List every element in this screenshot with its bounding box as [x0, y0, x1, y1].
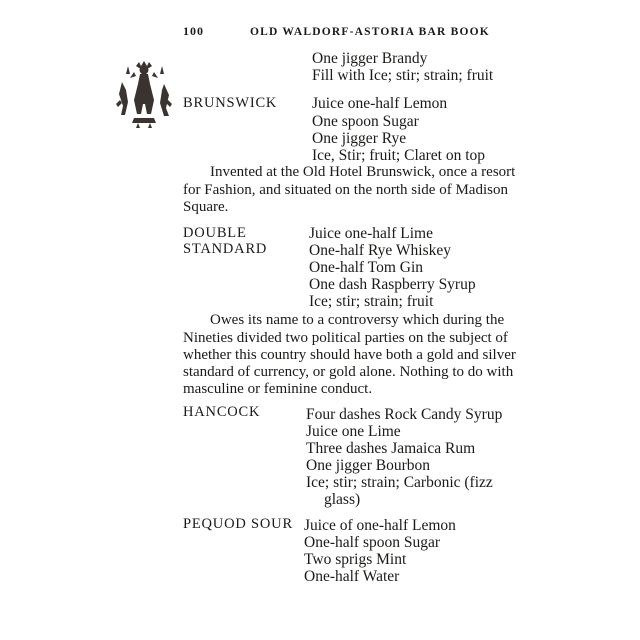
ingredient-line: One jigger Rye	[312, 130, 407, 147]
continued-line: Fill with Ice; stir; strain; fruit	[312, 67, 494, 84]
ingredient-line: One-half Rye Whiskey	[309, 242, 451, 259]
ingredient-line: Juice of one-half Lemon	[304, 517, 456, 534]
ingredient-line: One dash Raspberry Syrup	[309, 276, 476, 293]
ingredient-line: One spoon Sugar	[312, 113, 419, 130]
ingredient-line: One jigger Bourbon	[306, 457, 430, 474]
recipe-name-hancock: HANCOCK	[183, 404, 261, 420]
ingredient-line: glass)	[324, 491, 361, 508]
ingredient-line: Juice one-half Lemon	[312, 95, 448, 112]
recipe-name-double-standard: DOUBLE	[183, 225, 247, 241]
page-number: 100	[183, 24, 204, 38]
ingredient-line: Two sprigs Mint	[304, 551, 407, 568]
ingredient-line: Juice one-half Lime	[309, 225, 433, 242]
recipe-note-line: Owes its name to a controversy which during the	[210, 312, 505, 328]
recipe-note-line: masculine or feminine conduct.	[183, 381, 373, 397]
ingredient-line: Juice one Lime	[306, 423, 401, 440]
ingredient-line: Four dashes Rock Candy Syrup	[306, 406, 503, 423]
recipe-note-line: Square.	[183, 199, 229, 215]
ingredient-line: Ice, Stir; fruit; Claret on top	[312, 147, 486, 164]
continued-line: One jigger Brandy	[312, 50, 428, 67]
recipe-note-line: whether this country should have both a gold and silver	[183, 347, 516, 363]
recipe-name-pequod-sour: PEQUOD SOUR	[183, 516, 293, 532]
ingredient-line: Ice; stir; strain; Carbonic (fizz	[306, 474, 493, 491]
ingredient-line: One-half Water	[304, 568, 400, 585]
recipe-name-brunswick: BRUNSWICK	[183, 95, 278, 111]
ingredient-line: One-half Tom Gin	[309, 259, 423, 276]
woodcut-illustration	[114, 60, 174, 130]
recipe-note-line: Nineties divided two political parties on the subject of	[183, 330, 508, 346]
recipe-note-line: for Fashion, and situated on the north side of Madison	[183, 182, 508, 198]
running-head: OLD WALDORF-ASTORIA BAR BOOK	[250, 26, 490, 38]
recipe-note-line: standard of currency, or gold alone. Nothing to do with	[183, 364, 514, 380]
recipe-note-line: Invented at the Old Hotel Brunswick, once a resort	[210, 164, 516, 180]
ingredient-line: One-half spoon Sugar	[304, 534, 441, 551]
ingredient-line: Ice; stir; strain; fruit	[309, 293, 434, 310]
ingredient-line: Three dashes Jamaica Rum	[306, 440, 476, 457]
recipe-name-double-standard: STANDARD	[183, 241, 268, 257]
